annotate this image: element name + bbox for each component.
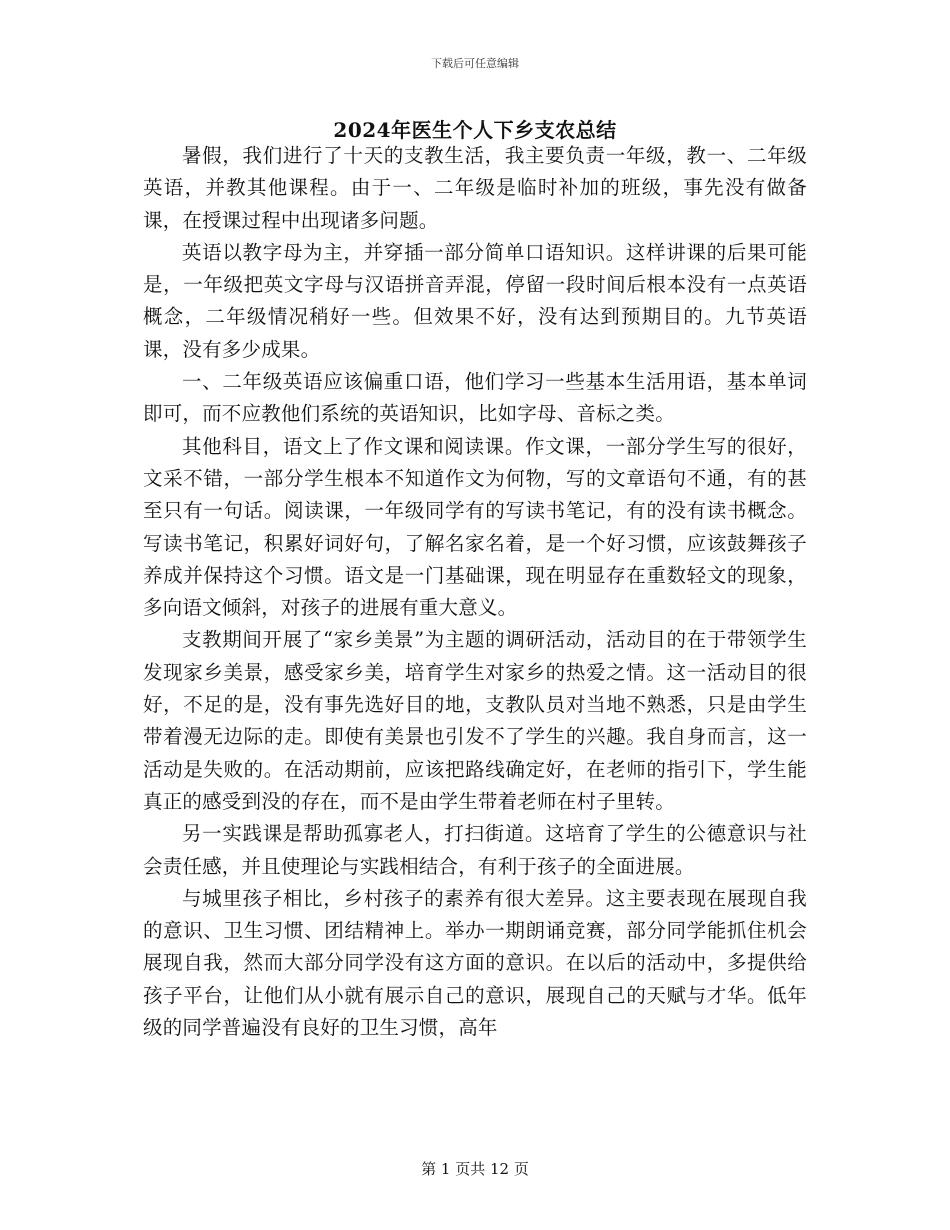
paragraph: 英语以教字母为主，并穿插一部分简单口语知识。这样讲课的后果可能是，一年级把英文字母与汉语拼音弄混，停留一段时间后根本没有一点英语概念，二年级情况稍好一些。但效果不好，没有达到预期目的。九节英语课，没有多少成果。 — [143, 240, 807, 361]
paragraph: 支教期间开展了“家乡美景”为主题的调研活动，活动目的在于带领学生发现家乡美景，感受家乡美，培育学生对家乡的热爱之情。这一活动目的很好，不足的是，没有事先选好目的地，支教队员对当地不熟悉，只是由学生带着漫无边际的走。即使有美景也引发不了学生的兴趣。我自身而言，这一活动是失败的。在活动期前，应该把路线确定好，在老师的指引下，学生能真正的感受到没的存在，而不是由学生带着老师在村子里转。 — [143, 628, 807, 813]
paragraph: 其他科目，语文上了作文课和阅读课。作文课，一部分学生写的很好，文采不错，一部分学生根本不知道作文为何物，写的文章语句不通，有的甚至只有一句话。阅读课，一年级同学有的写读书笔记，有的没有读书概念。写读书笔记，积累好词好句，了解名家名着，是一个好习惯，应该鼓舞孩子养成并保持这个习惯。语文是一门基础课，现在明显存在重数轻文的现象，多向语文倾斜，对孩子的进展有重大意义。 — [143, 434, 807, 620]
document-body — [143, 140, 807, 1044]
paragraph: 暑假，我们进行了十天的支教生活，我主要负责一年级，教一、二年级英语，并教其他课程。由于一、二年级是临时补加的班级，事先没有做备课，在授课过程中出现诸多问题。 — [143, 144, 807, 232]
paragraph: 一、二年级英语应该偏重口语，他们学习一些基本生活用语，基本单词即可，而不应教他们系统的英语知识，比如字母、音标之类。 — [143, 370, 807, 426]
header-note: 下载后可任意编辑 — [431, 57, 519, 70]
page-number: 第 1 页共 12 页 — [421, 1160, 529, 1178]
paragraph: 与城里孩子相比，乡村孩子的素养有很大差异。这主要表现在展现自我的意识、卫生习惯、团结精神上。举办一期朗诵竞赛，部分同学能抓住机会展现自我，然而大部分同学没有这方面的意识。在以后的活动中，多提供给孩子平台，让他们从小就有展示自己的意识，展现自己的天赋与才华。低年级的同学普遍没有良好的卫生习惯，高年 — [143, 886, 807, 1040]
document-title: 2024年医生个人下乡支农总结 — [333, 118, 617, 142]
paragraph: 另一实践课是帮助孤寡老人，打扫街道。这培育了学生的公德意识与社会责任感，并且使理论与实践相结合，有利于孩子的全面进展。 — [143, 822, 807, 878]
